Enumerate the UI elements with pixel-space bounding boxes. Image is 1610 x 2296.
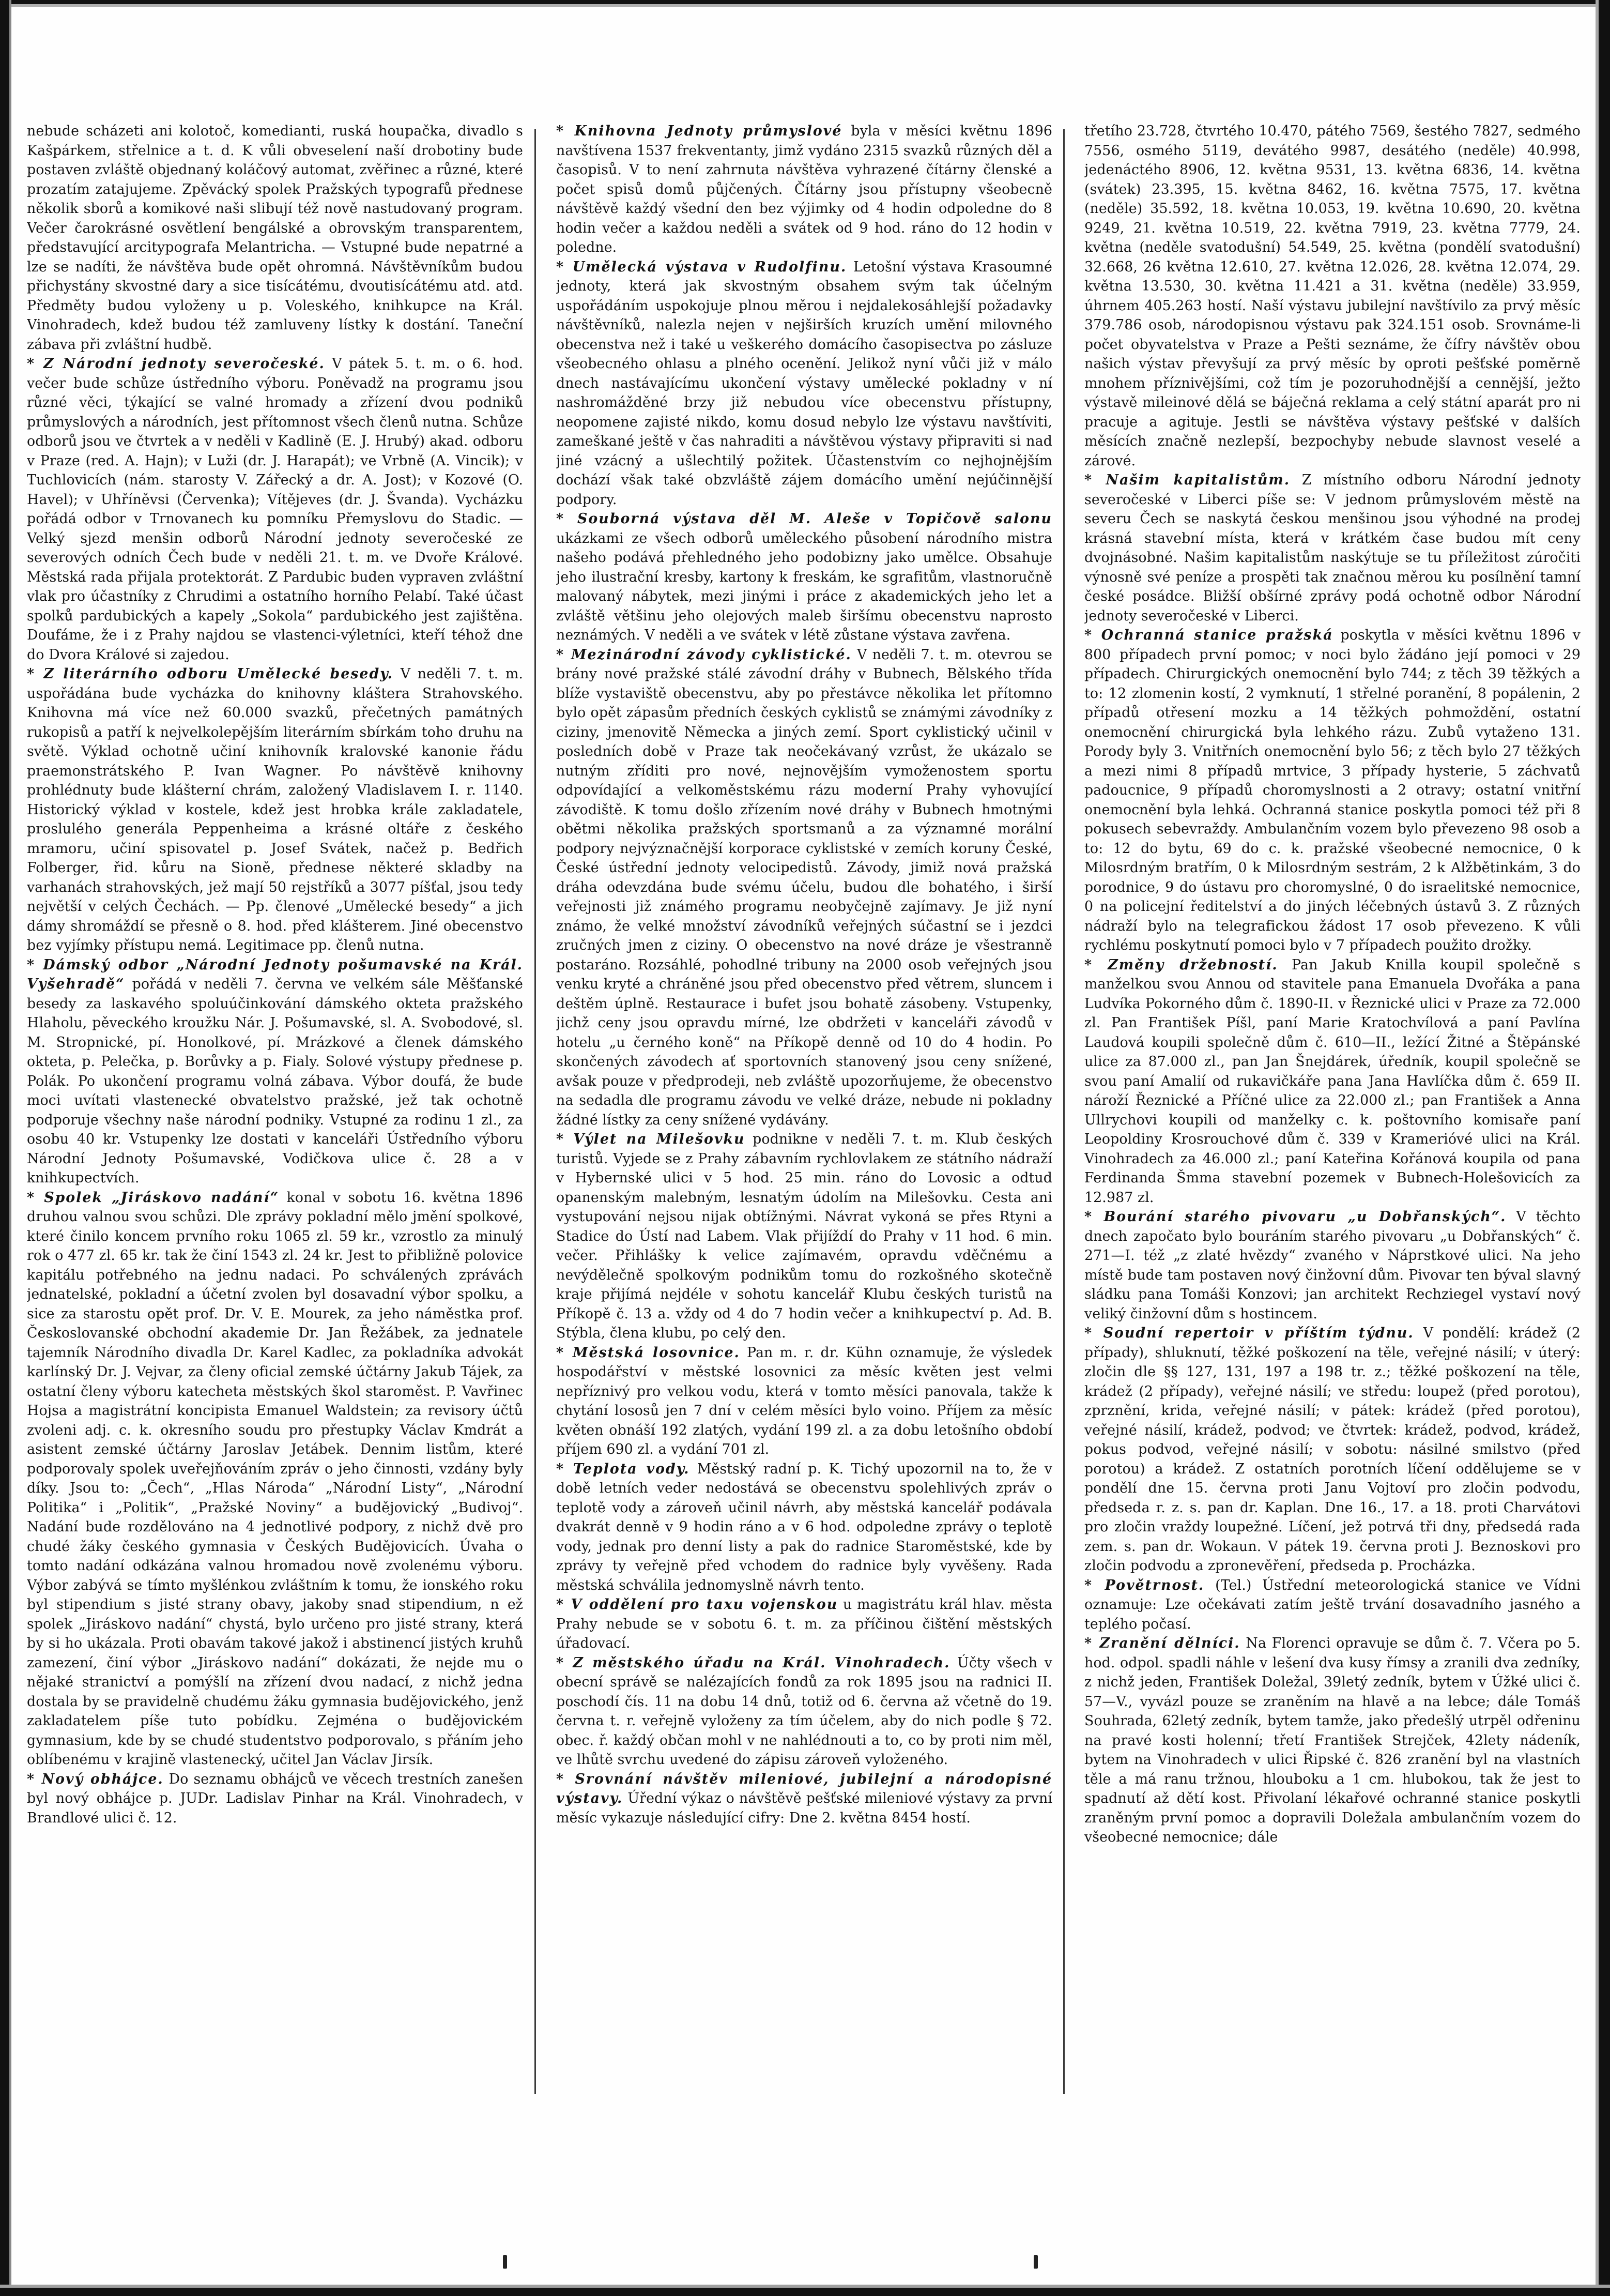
article-paragraph xyxy=(556,257,1052,510)
column-rule-right xyxy=(1063,129,1065,2094)
scan-border-right xyxy=(1599,0,1610,2296)
scan-border-bottom xyxy=(0,2288,1610,2296)
article-heading: * Spolek „Jiráskovo nadání“ xyxy=(27,1189,280,1206)
article-text: (Tel.) Ústřední meteorologická stanice ve Vídni oznamuje: Lze očekávati zatím ještě trvání dosavadního jasného a teplého počasí. xyxy=(1084,1577,1581,1632)
article-heading: * Městská losovnice. xyxy=(556,1344,740,1361)
article-text: Z místního odboru Národní jednoty severočeské v Liberci píše se: V jednom průmyslovém městě na severu Čech se naskytá českou menšinou jsou výhodné na prodej krásná stavební místa, která v krátkém čase budou mít ceny dvojnásobné. Našim kapitalistům naskýtuje se tu příležitost zúročiti výnosně své peníze a prospěti tak značnou měrou ku posílnění tamní české posádce. Bližší obšírné zprávy podá ochotně odbor Národní jednoty severočeské v Liberci. xyxy=(1084,472,1581,624)
article-text: V neděli 7. t. m. otevrou se brány nové pražské stálé závodní dráhy v Bubnech, Bělského třída blíže vystaviště obecenstvu, aby po přestávce několika let přítomno bylo opět zápasům předních českých cyklistů se známými závodníky z ciziny, jmenovitě Německa a jiných zemí. Sport cyklistický učinil v posledních době v Praze tak neočekávaný vzrůst, že ukázalo se nutným zříditi pro nové, nejnovějším vymoženostem sportu odpovídající a velkoměstskému rázu moderní Prahy vyhovující závodiště. K tomu došlo zřízením nové dráhy v Bubnech hmotnými obětmi několika pražských sportsmanů a za významné morální podpory nejvýznačnější korporace cyklistské v zemích koruny České, České ústřední jednoty velocipedistů. Závody, jimiž nová pražská dráha odevzdána bude svému účelu, budou dle bohatého, i širší veřejnosti již známého programu neobyčejně zajímavy. Je již nyní známo, že velké množství závodníků veřejných súčastní se i jezdci zručných jmen z ciziny. O obecenstvo na nové dráze je všestranně postaráno. Rozsáhlé, pohodlné tribuny na 2000 osob veřejných jsou venku kryté a chráněné jsou před obecenstvo před větrem, sluncem i deštěm úplně. Restaurace i bufet jsou bohatě zásobeny. Vstupenky, jichž ceny jsou opravdu mírné, lze obdržeti v kanceláři závodů v hotelu „u černého koně“ na Příkopě denně od 10 do 4 hodin. Po skončených závodech ať sportovních stanovený jsou ceny snížené, avšak pouze v předprodeji, neb zvláště upozorňujeme, že obecenstvo na sedadla dle programu závodu ve velké dráze, nebude ni pokladny žádné lístky za ceny snížené vydávány. xyxy=(556,646,1052,1128)
article-text: V těchto dnech započato bylo bouráním starého pivovaru „u Dobřanských“ č. 271—I. též „z zlaté hvězdy“ zvaného v Náprstkové ulici. Na jeho místě bude tam postaven nový činžovní dům. Pivovar ten býval slavný sládku pana Tomáši Konzovi; jan architekt Rechziegel vystaví nový veliký činžovní dům s hostincem. xyxy=(1084,1209,1581,1322)
article-text: u magistrátu král hlav. města Prahy nebude se v sobotu 6. t. m. za příčinou čištění městských úřadovací. xyxy=(556,1596,1052,1651)
article-paragraph xyxy=(27,1770,523,1828)
article-paragraph xyxy=(556,1343,1052,1459)
article-paragraph xyxy=(1084,121,1581,470)
article-heading: * Souborná výstava děl M. Aleše v Topičově salonu xyxy=(556,511,1052,527)
article-heading: * Teplota vody. xyxy=(556,1461,690,1477)
article-text: Úřední výkaz o návštěvě pešťské mileniové výstavy za první měsíc vykazuje následující cifry: Dne 2. května 8454 hostí. xyxy=(556,1790,1052,1826)
article-paragraph xyxy=(556,1130,1052,1343)
article-paragraph xyxy=(556,1459,1052,1595)
scan-border-top-edge xyxy=(0,4,1610,7)
article-heading: * Soudní repertoir v příštím týdnu. xyxy=(1084,1325,1414,1341)
article-paragraph xyxy=(27,354,523,664)
article-paragraph xyxy=(27,664,523,955)
article-heading: * Srovnání návštěv mileniové, jubilejní a národopisné výstavy. xyxy=(556,1771,1052,1806)
article-text: V neděli 7. t. m. uspořádána bude vycházka do knihovny kláštera Strahovského. Knihovna má více než 60.000 svazků, přečetných památných rukopisů a patří k nejvelkolepějším literárním sbírkám toho druhu na světě. Výklad ochotně učiní knihovník kralovské kanonie řádu praemonstrátského P. Ivan Wagner. Po návštěvě knihovny prohlédnuty bude klášterní chrám, založený Vladislavem I. r. 1140. Historický výklad v kostele, kdež jest hrobka krále zakladatele, proslulého generála Peppenheima a krásné oltáře z českého mramoru, učiní spisovatel p. Josef Svátek, načež p. Bedřich Folberger, řid. kůru na Sioně, přednese některé skladby na varhanách strahovských, jež mají 50 rejstříků a 3077 píšťal, jsou tedy největší v celých Čechách. — Pp. členové „Umělecké besedy“ a jich dámy shromáždí se přesně o 8. hod. před klášterem. Jiné obecenstvo bez vyjímky přístupu nemá. Legitimace pp. členů nutna. xyxy=(27,666,523,953)
article-text: nebude scházeti ani kolotoč, komedianti, ruská houpačka, divadlo s Kašpárkem, střelnice a t. d. K vůli obveselení naší drobotiny bude postaven zvláště objednaný koláčový automat, zvěřinec a různé, které prozatím zatajujeme. Zpěvácký spolek Pražských typografů přednese několik sborů a komikové naši slibují též nově nastudovaný program. Večer čarokrásné osvětlení bengálské a obrovským transparentem, představující arcitypografa Melantricha. — Vstupné bude nepatrné a lze se nadíti, že návštěva bude opět ohromná. Návštěvníkům budou přichystány skvostné dary a sice tisícátému, dvoutisícátému atd. atd. Předměty budou vyloženy u p. Voleského, knihkupce na Král. Vinohradech, kdež budou též zamluveny lístky k dostání. Taneční zábava při zvláštní hudbě. xyxy=(27,123,523,353)
article-paragraph xyxy=(1084,626,1581,955)
article-paragraph xyxy=(556,1770,1052,1828)
article-heading: * Výlet na Milešovku xyxy=(556,1131,745,1147)
article-heading: * Z městského úřadu na Král. Vinohradech. xyxy=(556,1654,950,1671)
scan-mark-left xyxy=(503,2255,507,2269)
article-paragraph xyxy=(27,955,523,1188)
article-text: Účty všech v obecní správě se nalézajících fondů za rok 1895 jsou na radnici II. poschodí čís. 11 na dobu 14 dnů, totiž od 6. června až včetně do 19. června t. r. veřejně vyloženy za tím účelem, aby do nich podle § 72. obec. ř. každý občan mohl v ne nahlédnouti a to, co by proti nim měl, ve lhůtě svrchu uvedené do zápisu zároveň vyloženého. xyxy=(556,1654,1052,1768)
article-heading: * Z literárního odboru Umělecké besedy. xyxy=(27,666,394,682)
article-text: konal v sobotu 16. května 1896 druhou valnou svou schůzi. Dle zprávy pokladní mělo jmění spolkové, které činilo koncem prvního roku 1065 zl. 59 kr., vzrostlo za minulý rok o 477 zl. 65 kr. tak že činí 1543 zl. 24 kr. Jest to přibližně polovice kapitálu potřebného na jednu nadaci. Po schválených zprávách jednatelské, pokladní a účetní zvolen byl dosavadní výbor spolku, a sice za starostu opět prof. Dr. V. E. Mourek, za jeho náměstka prof. Českoslovanské obchodní akademie Dr. Jan Řežábek, za jednatele tajemník Národního divadla Dr. Karel Kadlec, za pokladníka advokát karlínský Dr. J. Vejvar, za členy oficial zemské účtárny Jakub Tájek, za ostatní členy výboru katecheta městských škol staroměst. P. Vavřinec Hojsa a magistrátní koncipista Emanuel Waldstein; za revisory účtů zvoleni adj. c. k. okresního soudu pro přestupky Václav Kmdrát a asistent zemské účtárny Jaroslav Jetábek. Dennim listům, které podporovaly spolek uveřejňováním zpráv o jeho činnosti, vzdány byly díky. Jsou to: „Čech“, „Hlas Národa“ „Národní Listy“, „Národní Politika“ i „Politik“, „Pražské Noviny“ a budějovický „Budivoj“. Nadání bude rozdělováno na 4 jednotlivé podpory, z nichž dvě pro chudé žáky českého gymnasia v Českých Budějovicích. Úvaha o tomto nadání odkázána valnou hromadou nově zvolenému výboru. Výbor zabývá se tímto myšlénkou zvláštním k tomu, že ionského roku byl stipendium s jisté strany obavy, jakoby snad stipendium, n ež spolek „Jiráskovo nadání“ chystá, bylo určeno pro jisté strany, která by si ho ukázala. Proti obavám takové jakož i abstinencí jistých kruhů zamezení, činí výbor „Jiráskovo nadání“ dokázati, že nejde mu o nějaké stranictví a pomýšlí na zřízení dvou nadací, z nichž jedna dostala by se pravidelně chudému žáku gymnasia budějovického, jenž zakladatelem píše tuto pobídku. Zejména o budějovickém gymnasium, kde by se chudé studentstvo podporovalo, s přáním jeho oblíbenému v krajině vlastenecký, učitel Jan Václav Jirsík. xyxy=(27,1189,523,1768)
article-heading: * Mezinárodní závody cyklistické. xyxy=(556,646,852,663)
article-paragraph xyxy=(556,509,1052,645)
text-column-right xyxy=(1084,121,1581,2107)
article-paragraph xyxy=(556,645,1052,1130)
article-heading: * V oddělení pro taxu vojenskou xyxy=(556,1596,838,1613)
column-rule-left xyxy=(534,129,536,2094)
article-heading: * Povětrnost. xyxy=(1084,1577,1205,1593)
article-text: Městský radní p. K. Tichý upozornil na to, že v době letních veder nedostává se obecenstvu spolehlivých zpráv o teplotě vody a zároveň učinil návrh, aby městská kancelář podávala dvakrát denně v 9 hodin ráno a v 6 hod. odpoledne zprávy o teplotě vody, jednak pro denní listy a pak do radnice Staroměstské, kde by zprávy ty veřejně před vchodem do radnice byly vyvěšeny. Rada městská schválila jednomyslně návrh tento. xyxy=(556,1461,1052,1593)
scan-mark-right xyxy=(1034,2255,1038,2269)
article-paragraph xyxy=(1084,1324,1581,1576)
article-paragraph xyxy=(27,1188,523,1770)
article-heading: * Zranění dělníci. xyxy=(1084,1635,1240,1651)
text-column-left xyxy=(27,121,523,2107)
article-text: Do seznamu obhájců ve věcech trestních zanešen byl nový obhájce p. JUDr. Ladislav Pinhar na Král. Vinohradech, v Brandlové ulici č. 12. xyxy=(27,1771,523,1826)
article-text: třetího 23.728, čtvrtého 10.470, pátého 7569, šestého 7827, sedmého 7556, osmého 5119, devátého 9987, desátého (neděle) 40.998, jedenáctého 8906, 12. května 9531, 13. května 6836, 14. května (svátek) 23.395, 15. května 8462, 16. května 7575, 17. května (neděle) 35.592, 18. května 10.053, 19. května 10.690, 20. května 9249, 21. května 10.519, 22. května 7919, 23. května 7779, 24. května (neděle svatodušní) 54.549, 25. května (pondělí svatodušní) 32.668, 26 května 12.610, 27. května 12.026, 28. května 12.074, 29. května 13.530, 30. května 11.421 a 31. května (neděle) 33.959, úhrnem 405.263 hostí. Naší výstavu jubilejní navštívilo za prvý měsíc 379.786 osob, národopisnou výstavu pak 324.151 osob. Srovnáme-li počet obyvatelstva v Praze a Pešti seznáme, že čífry návštěv obou našich výstav převyšují za prvý měsíc by oproti pešťské poměrně mnohem příznivějšími, což tím je pozoruhodnější a cennější, ježto výstavě mileinové dělá se báječná reklama a celý státní aparát pro ni pracuje a agituje. Jestli se návštěva výstavy pešťské v dalších měsících značně nezlepší, bezpochyby nebude slavnost veselé a zárové. xyxy=(1084,123,1581,469)
article-paragraph xyxy=(1084,1576,1581,1634)
article-paragraph xyxy=(27,121,523,354)
article-paragraph xyxy=(1084,1207,1581,1324)
article-paragraph xyxy=(1084,470,1581,626)
article-text: byla v měsíci květnu 1896 navštívena 1537 frekventanty, jimž vydáno 2315 svazků různých děl a časopisů. V to není zahrnuta návštěva vyhrazené čítárny členské a počet spisů domů půjčených. Čítárny jsou přístupny všeobecně návštěvě každý všední den bez výjimky od 4 hodin odpoledne do 8 hodin večer a každou neděli a svátek od 9 hod. ráno do 12 hodin v poledne. xyxy=(556,123,1052,255)
article-text: V pátek 5. t. m. o 6. hod. večer bude schůze ústředního výboru. Poněvadž na programu jsou různé věci, týkající se valné hromady a zřízení dvou podniků průmyslových a národních, jest přítomnost všech členů nutna. Schůze odborů jsou ve čtvrtek a v neděli v Kadlině (E. J. Hrubý) akad. odboru v Praze (red. A. Hajn); v Luži (dr. J. Harapát); ve Vrbně (A. Vincik); v Tuchlovicích (nám. starosty V. Zářecký a dr. A. Jost); v Kozové (O. Havel); v Uhříněvsi (Červenka); Vítějeves (dr. J. Švanda). Vycházku pořádá odbor v Trnovanech ku pomníku Přemyslovu do Stadic. — Velký sjezd menšin odborů Národní jednoty severočeské ze severových odních Čech bude v neděli 21. t. m. ve Dvoře Králové. Městská rada přijala protektorát. Z Pardubic buden vypraven zvláštní vlak pro účastníky z Chrudimi a ostatního horního Pelabí. Také účast spolků pardubických a kapely „Sokola“ pardubického jest zajištěna. Doufáme, že i z Prahy najdou se vlastenci-výletníci, kteří téhož dne do Dvora Králové si zajedou. xyxy=(27,356,523,663)
scan-border-right-edge xyxy=(1596,0,1599,2296)
article-paragraph xyxy=(1084,955,1581,1208)
scan-border-left xyxy=(0,0,9,2296)
article-text: pořádá v neděli 7. června ve velkém sále Měšťanské besedy za laskavého spoluúčinkování dámského okteta pražského Hlaholu, pěveckého kroužku Nár. J. Pošumavské, sl. A. Svobodové, sl. M. Stropnické, pí. Honolkové, pí. Mrázkové a členek dámského okteta, p. Pelečka, p. Borůvky a p. Fialy. Solové výstupy přednese p. Polák. Po ukončení programu volná zábava. Výbor doufá, že bude moci uvítati vlastenecké obvatelstvo pražské, jež tak ochotně podporuje všechny naše národní podniky. Vstupné za rodinu 1 zl., za osobu 40 kr. Vstupenky lze dostati v kanceláři Ústředního výboru Národní Jednoty Pošumavské, Vodičkova ulice č. 28 a v knihkupectvích. xyxy=(27,976,523,1186)
article-text: Pan Jakub Knilla koupil společně s manželkou svou Annou od stavitele pana Emanuela Dvořáka a pana Ludvíka Pokorného dům č. 1890-II. v Řeznické ulici v Praze za 72.000 zl. Pan František Píšl, paní Marie Kratochvílová a paní Pavlína Laudová koupili společně dům č. 610—II., ležící Žitné a Štěpánské ulice za 87.000 zl., pan Jan Šnejdárek, úředník, koupil společně se svou paní Amalií od rukavičkáře pana Jana Havlíčka dům č. 659 II. nároží Řeznické a Příčné ulice za 22.000 zl.; pan František a Anna Ullrychovi koupili od manželky c. k. poštovního komisaře paní Leopoldiny Krosrouchové dům č. 339 v Kramerióvé ulici na Král. Vinohradech za 46.000 zl.; paní Kateřina Kořánová koupila od pana Ferdinanda Šmma stavební pozemek v Bubnech-Holešovicích za 12.987 zl. xyxy=(1084,956,1581,1206)
article-paragraph xyxy=(1084,1634,1581,1847)
article-text: ukázkami ze všech odborů uměleckého působení národního mistra našeho podává přehledného jeho podobizny jako umělce. Obsahuje jeho ilustrační kresby, kartony k freskám, ke sgrafitům, vlastnoručně malovaný nábytek, mezi jinými i práce z akademických jeho let a zvláště většinu jeho olejových maleb širšímu obecenstvu naprosto neznámých. V neděli a ve svátek v létě zůstane výstava zavřena. xyxy=(556,530,1052,643)
article-heading: * Z Národní jednoty severočeské. xyxy=(27,356,325,372)
article-text: Na Florenci opravuje se dům č. 7. Včera po 5. hod. odpol. spadli náhle v lešení dva kusy římsy a zranili dva zedníky, z nichž jeden, František Doležal, 39letý zedník, bytem v Úžké ulici č. 57—V., vyvázl pouze se zraněním na hlavě a na lebce; dále Tomáš Souhrada, 62letý zedník, bytem tamže, jako předešlý utrpěl odřeninu na pravé kosti holenní; třetí František Strejček, 42lety nádeník, bytem na Vinohradech v ulici Řipské č. 826 zranění byl na vlastních těle a má ranu tržnou, hlouboku a 1 cm. hlubokou, tak že jest to spadnutí až dětí kost. Přivolaní lékařové ochranné stanice poskytli zraněným první pomoc a dopravili Doležala ambulančním vozem do všeobecné nemocnice; dále xyxy=(1084,1635,1581,1845)
article-heading: * Bourání starého pivovaru „u Dobřanských“. xyxy=(1084,1209,1507,1225)
article-text: poskytla v měsíci květnu 1896 v 800 případech první pomoc; v noci bylo žádáno její pomoci v 29 případech. Chirurgických onemocnění bylo 744; z těch 39 těžkých a to: 12 zlomenin kostí, 2 vymknutí, 1 střelné poranění, 8 popálenin, 2 případů otřesení mozku a 14 těžkých pohmoždění, ostatní onemocnění chirurgická byla lehkého rázu. Zubů vytaženo 131. Porody byly 3. Vnitřních onemocnění bylo 56; z těch bylo 27 těžkých a mezi nimi 8 případů mrtvice, 3 případy hysterie, 5 záchvatů padoucnice, 9 případů choromyslnosti a 2 otravy; ostatní vnitřní onemocnění byla lehká. Ochranná stanice poskytla pomoci též při 8 pokusech sebevraždy. Ambulančním vozem bylo převezeno 98 osob a to: 12 do bytu, 69 do c. k. pražské všeobecné nemocnice, 0 k Milosrdným bratřím, 0 k Milosrdným sestrám, 2 k Alžbětinkám, 3 do porodnice, 9 do ústavu pro choromyslné, 0 do israelitské nemocnice, 0 na policejní ředitelství a do jiných léčebných ústavů 3. Z různých nádraží bylo na telegrafickou žádost 17 osob převezeno. K vůli rychlému poskytnutí pomoci bylo v 7 případech použito drožky. xyxy=(1084,627,1581,953)
article-text: Pan m. r. dr. Kühn oznamuje, že výsledek hospodářství v městské losovnici za měsíc květen jest velmi nepříznivý pro velkou vodu, která v tomto měsíci panovala, takže k chytání lososů jen 7 dní v celém měsíci bylo voino. Příjem za měsíc květen obnáší 192 zlatých, vydání 199 zl. a za dobu letošního období příjem 690 zl. a vydání 701 zl. xyxy=(556,1344,1052,1457)
article-paragraph xyxy=(556,121,1052,257)
article-heading: * Nový obhájce. xyxy=(27,1771,164,1787)
article-heading: * Ochranná stanice pražská xyxy=(1084,627,1333,643)
article-heading: * Změny držebností. xyxy=(1084,956,1278,973)
scan-border-left-edge xyxy=(9,0,11,2296)
article-paragraph xyxy=(556,1653,1052,1770)
article-heading: * Dámský odbor „Národní Jednoty pošumavské na Král. Vyšehradě“ xyxy=(27,956,523,992)
article-heading: * Našim kapitalistům. xyxy=(1084,472,1291,488)
article-text: podnikne v neděli 7. t. m. Klub českých turistů. Vyjede se z Prahy zábavním rychlovlakem ze státního nádraží v Hybernské ulici v 5 hod. 25 min. ráno do Lovosic a odtud opanenským malebným, lesnatým údolím na Milešovku. Cesta ani vystupování nejsou nijak obtížnými. Návrat vykoná se přes Rtyni a Stadice do Ústí nad Labem. Vlak přijíždí do Prahy v 11 hod. 6 min. večer. Přihlášky k velice zajímavém, opravdu vděčnému a nevýdělečně spolkovým podnikům tomu do rozkošného skotečně kraje přijímá nejdéle v sohotu kancelář Klubu českých turistů na Příkopě č. 13 a. vždy od 4 do 7 hodin večer a knihkupectví p. Ad. B. Stýbla, člena klubu, po celý den. xyxy=(556,1131,1052,1341)
scan-border-top xyxy=(0,0,1610,4)
article-heading: * Knihovna Jednoty průmyslové xyxy=(556,123,842,139)
article-text: Letošní výstava Krasoumné jednoty, která jak skvostným obsahem svým tak účelným uspořádáním uspokojuje plnou měrou i nejdalekosáhlejší požadavky návštěvníků, nalezla nejen v nejširších kruzích umění milovného obecenstva než i také u veškerého domácího časopisectva po zásluze všeobecného ohlasu a plného ocenění. Jelikož nyní vůči již v málo dnech nastávajícímu ukončení výstavy umělecké pokladny v ní nashromážděné brzy již nebudou více obecenstvu přístupny, neopomene zajisté nikdo, komu dosud nebylo lze výstavu navštíviti, zameškané ještě v čas nahraditi a návštěvou výstavy připraviti si nad jiné vzácný a ušlechtilý požitek. Účastenstvím co nejhojnějším dochází však také obzvláště zájem domácího umění nejúčinnější podpory. xyxy=(556,259,1052,508)
text-column-middle xyxy=(556,121,1052,2107)
article-heading: * Umělecká výstava v Rudolfinu. xyxy=(556,259,847,275)
article-text: V pondělí: krádež (2 případy), shluknutí, těžké poškození na těle, veřejné násilí; v úterý: zločin dle §§ 127, 131, 197 a 198 tr. z.; těžké poškození na těle, krádež (2 případy), veřejné násilí; ve středu: loupež (před porotou), zprznění, krida, veřejné násilí; v pátek: krádež (před porotou), veřejné násilí, krádež, podvod; ve čtvrtek: krádež, podvod, krádež, pokus podvod, veřejné násilí; v sobotu: násilné smilstvo (před porotou) a krádež. Z ostatních porotních líčení oddělujeme se v pondělí dne 15. června proti Janu Vojtoví pro zločin podvodu, předseda r. z. s. pan dr. Kaplan. Dne 16., 17. a 18. proti Charvátovi pro zločin vraždy loupežné. Líčení, jež potrvá tři dny, předsedá rada zem. s. pan dr. Wokaun. V pátek 19. června proti J. Beznoskovi pro zločin podvodu a zpronevěření, předseda p. Procházka. xyxy=(1084,1325,1581,1574)
article-paragraph xyxy=(556,1595,1052,1653)
